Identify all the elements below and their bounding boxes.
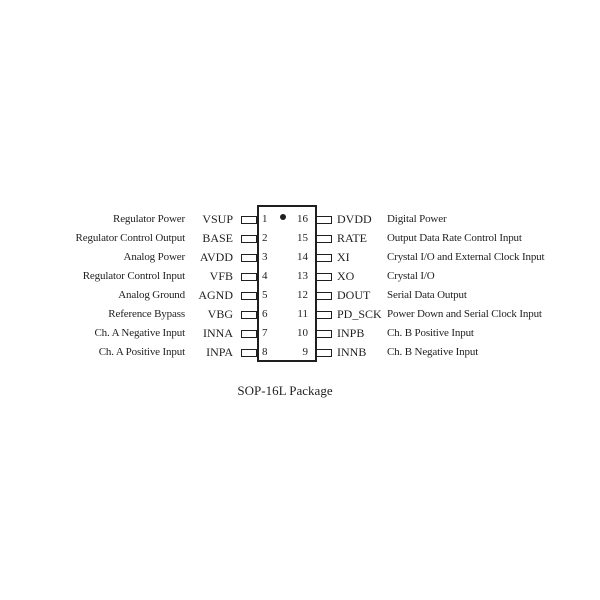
pin-lead-left	[241, 292, 257, 300]
pin-number-right: 13	[297, 270, 308, 282]
pin-name-left: INNA	[203, 326, 233, 340]
pin-description-right: Digital Power	[387, 213, 447, 225]
pin-name-right: INNB	[337, 345, 367, 359]
pin-number-left: 6	[262, 308, 268, 320]
pin-name-left: AVDD	[199, 250, 233, 264]
pin-number-right: 12	[297, 289, 308, 301]
pin-number-left: 3	[262, 251, 268, 263]
pin-row	[0, 286, 600, 305]
pin-lead-left	[241, 349, 257, 357]
pin-name-left: INPA	[206, 345, 233, 359]
pin-number-left: 1	[262, 213, 268, 225]
pin-description-right: Power Down and Serial Clock Input	[387, 308, 542, 320]
pin-name-right: DOUT	[337, 288, 371, 302]
pin-row	[0, 267, 600, 286]
pin-name-right: XO	[337, 269, 355, 283]
pin-number-left: 5	[262, 289, 268, 301]
pin-lead-right	[316, 330, 332, 338]
pin-number-right: 9	[302, 346, 308, 358]
pin-lead-right	[316, 216, 332, 224]
pin-number-right: 14	[297, 251, 308, 263]
pin-name-right: PD_SCK	[337, 307, 382, 321]
pin-lead-right	[316, 254, 332, 262]
pin-lead-right	[316, 273, 332, 281]
pin-row	[0, 248, 600, 267]
package-caption: SOP-16L Package	[237, 383, 333, 398]
pin-name-right: INPB	[337, 326, 365, 340]
pin-number-right: 15	[297, 232, 308, 244]
pin-lead-left	[241, 254, 257, 262]
pin-description-left: Regulator Control Output	[75, 232, 185, 244]
pin-number-right: 10	[297, 327, 308, 339]
pin-name-left: AGND	[198, 288, 233, 302]
pin-name-right: RATE	[337, 231, 367, 245]
pin-name-left: VBG	[207, 307, 233, 321]
pin-row	[0, 343, 600, 362]
pin-lead-right	[316, 235, 332, 243]
pin-description-left: Ch. A Negative Input	[94, 327, 185, 339]
pin-name-right: XI	[337, 250, 350, 264]
pin-name-left: VFB	[209, 269, 233, 283]
pin-lead-right	[316, 292, 332, 300]
pin-number-right: 11	[297, 308, 308, 320]
pin-number-right: 16	[297, 213, 308, 225]
pin-lead-left	[241, 330, 257, 338]
pin-description-right: Ch. B Negative Input	[387, 346, 479, 358]
pin-description-right: Output Data Rate Control Input	[387, 232, 522, 244]
pin-description-right: Ch. B Positive Input	[387, 327, 474, 339]
pin-description-left: Regulator Control Input	[82, 270, 185, 282]
pin-description-right: Serial Data Output	[387, 289, 467, 301]
pin-name-left: BASE	[202, 231, 233, 245]
pin-row	[0, 210, 600, 229]
pin-number-left: 2	[262, 232, 268, 244]
pin-row	[0, 324, 600, 343]
pin-description-right: Crystal I/O	[387, 270, 435, 282]
pin-description-left: Analog Ground	[118, 289, 185, 301]
pin-name-right: DVDD	[337, 212, 372, 226]
pin-description-right: Crystal I/O and External Clock Input	[387, 251, 545, 263]
pin-number-left: 8	[262, 346, 268, 358]
pin-row	[0, 229, 600, 248]
pin-description-left: Analog Power	[123, 251, 185, 263]
pin-description-left: Reference Bypass	[108, 308, 185, 320]
pin-number-left: 7	[262, 327, 268, 339]
pin-lead-left	[241, 235, 257, 243]
pin-row	[0, 305, 600, 324]
pin-lead-left	[241, 216, 257, 224]
pin-lead-left	[241, 273, 257, 281]
pin-lead-right	[316, 349, 332, 357]
pin-description-left: Ch. A Positive Input	[98, 346, 185, 358]
pin-lead-left	[241, 311, 257, 319]
pin-lead-right	[316, 311, 332, 319]
pin-description-left: Regulator Power	[113, 213, 185, 225]
pin-name-left: VSUP	[202, 212, 233, 226]
pin-number-left: 4	[262, 270, 268, 282]
